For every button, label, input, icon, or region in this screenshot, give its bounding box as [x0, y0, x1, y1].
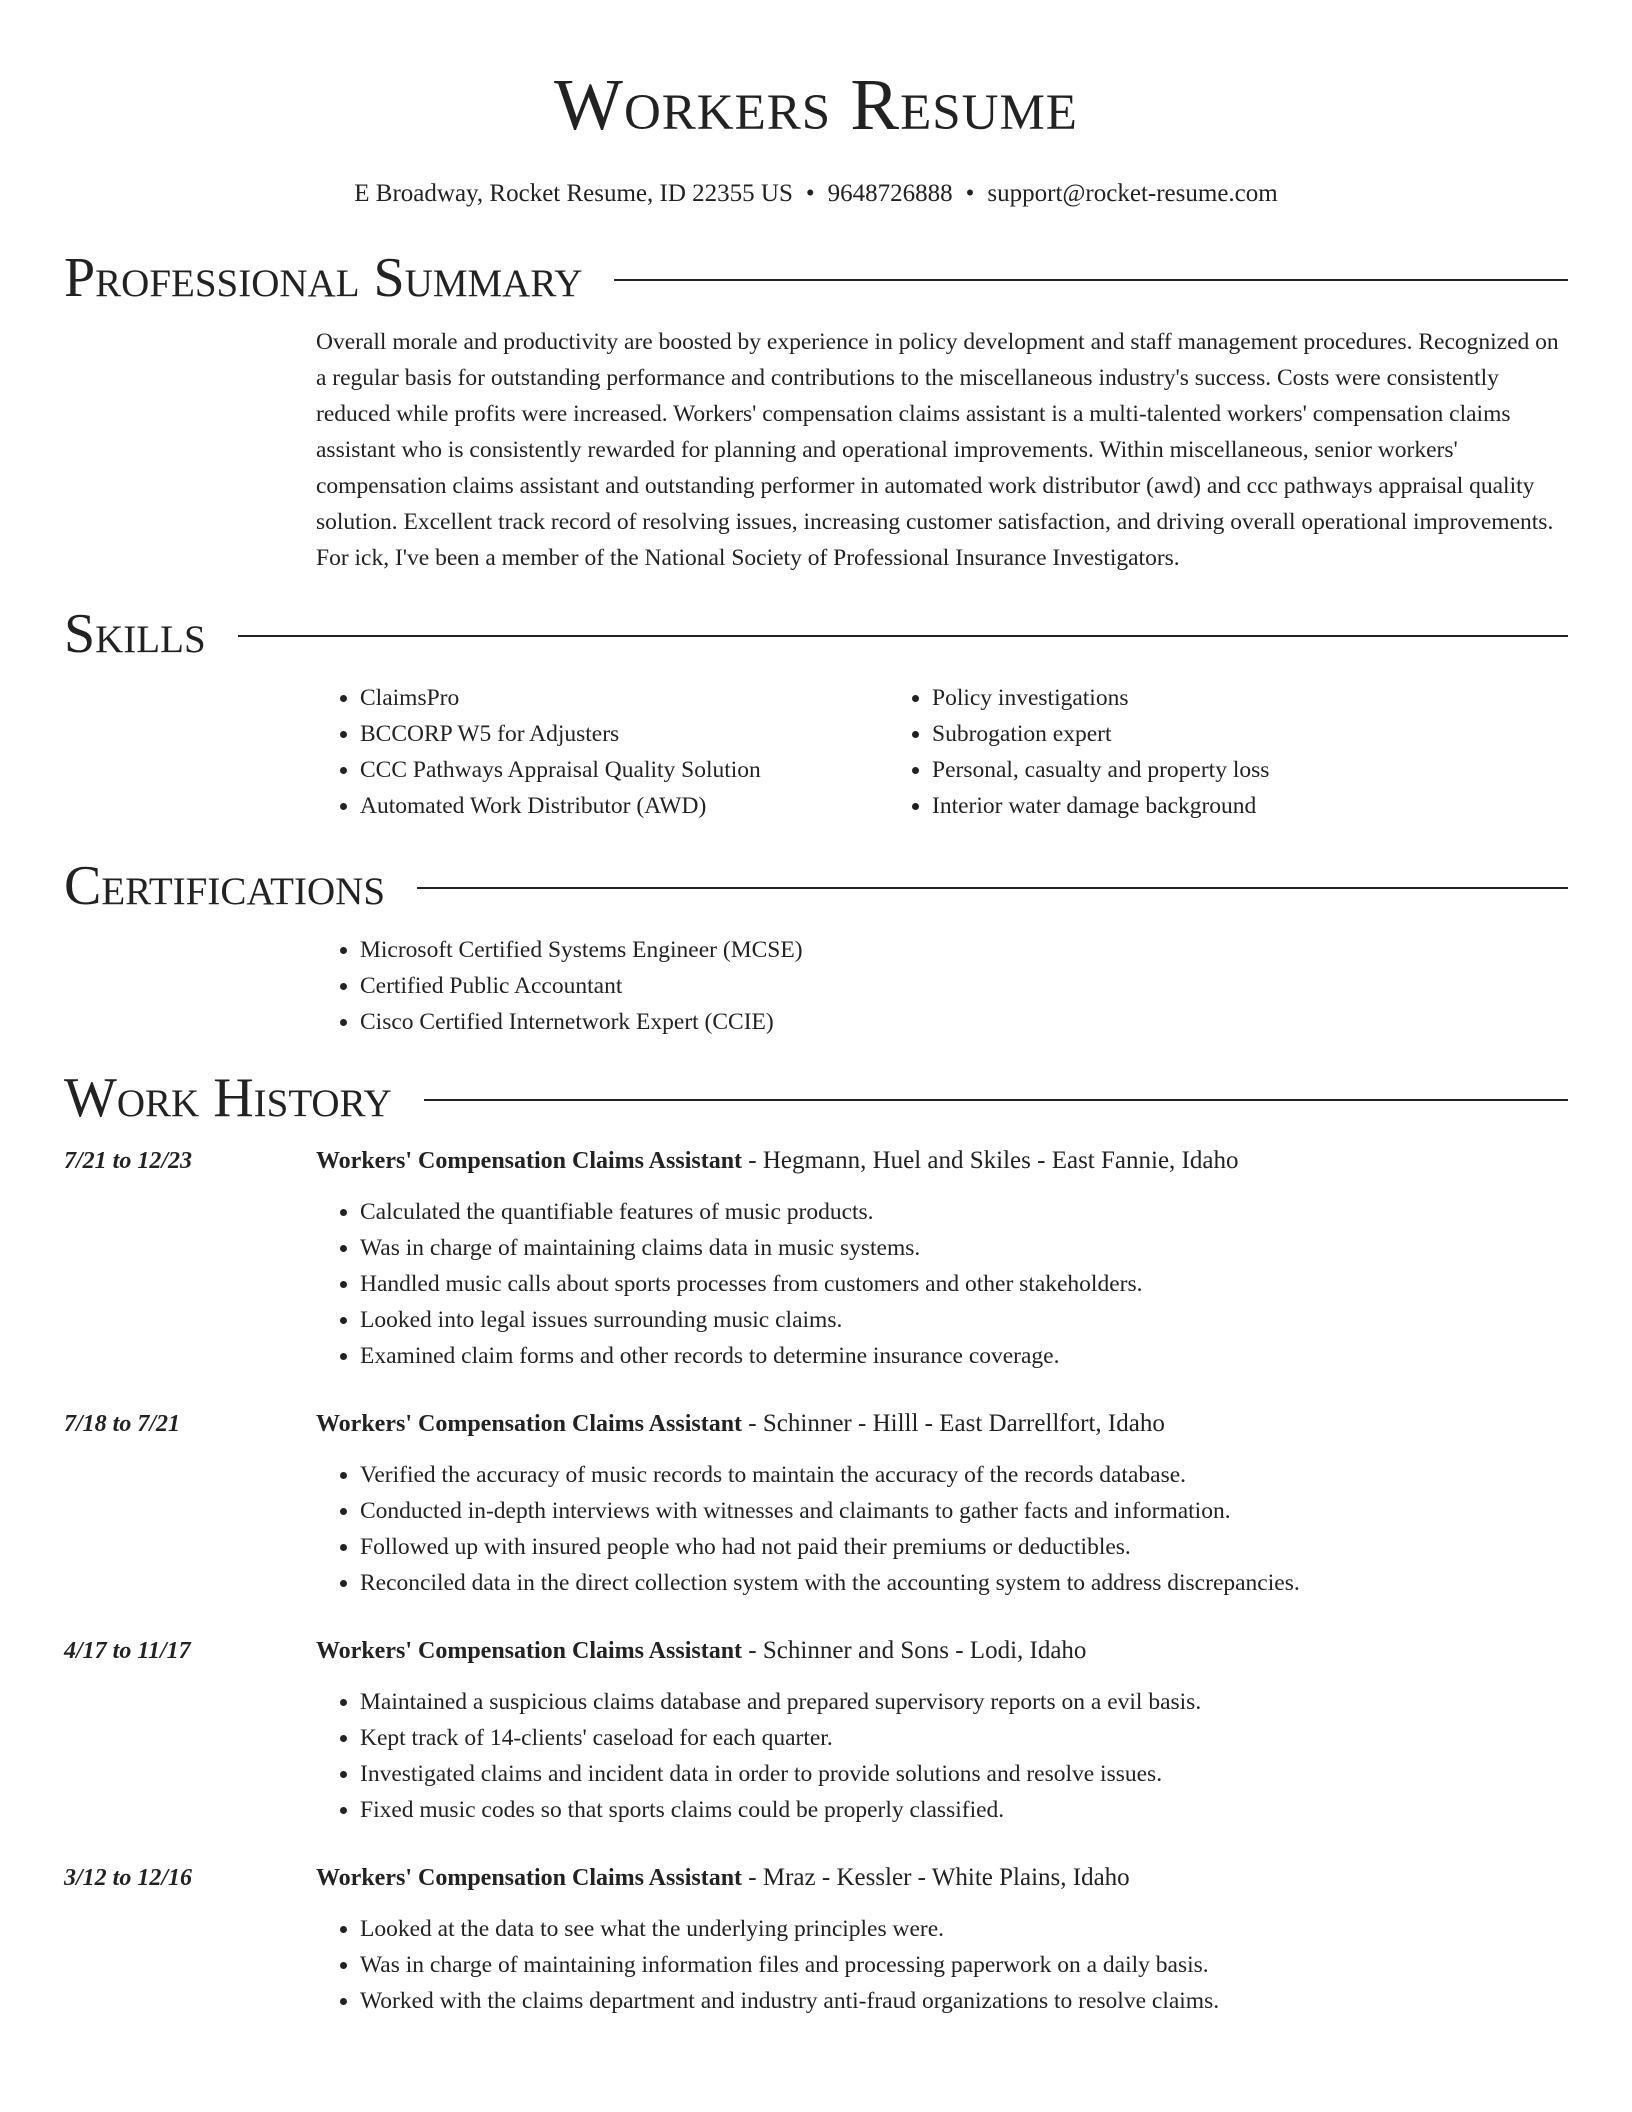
resume-name: Workers Resume	[554, 64, 1078, 145]
certifications-list	[316, 932, 1568, 1040]
job-bullet-list	[316, 1457, 1568, 1601]
job-header	[64, 1144, 1568, 1178]
contact-phone: 9648726888	[827, 180, 953, 207]
job-bullet: • Maintained a suspicious claims database and prepared supervisory reports on a evil basis.	[360, 1684, 1568, 1720]
job-employer: - Hegmann, Huel and Skiles - East Fannie, Idaho	[742, 1147, 1239, 1174]
certifications-block	[316, 932, 1568, 1040]
work-history-list	[64, 1144, 1568, 2019]
job-title: Workers' Compensation Claims Assistant	[316, 1148, 743, 1174]
certification-item: • Microsoft Certified Systems Engineer (MCSE)	[360, 932, 1568, 968]
job-bullet-list	[316, 1911, 1568, 2019]
skill-item: • Automated Work Distributor (AWD)	[360, 788, 888, 824]
job-bullets	[316, 1911, 1568, 2019]
section-rule	[238, 635, 1568, 637]
skill-item: • ClaimsPro	[360, 680, 888, 716]
job-dates: 7/21 to 12/23	[64, 1148, 193, 1174]
job-bullet-list	[316, 1684, 1568, 1828]
job-bullet: • Examined claim forms and other records to determine insurance coverage.	[360, 1338, 1568, 1374]
job-bullet: • Worked with the claims department and industry anti-fraud organizations to resolve claims.	[360, 1983, 1568, 2019]
section-rule	[424, 1099, 1568, 1101]
job-title-line	[316, 1634, 1086, 1668]
section-rule	[614, 279, 1568, 281]
job-bullet: • Was in charge of maintaining information files and processing paperwork on a daily basis.	[360, 1947, 1568, 1983]
job-entry	[64, 1861, 1568, 2019]
job-bullet: • Handled music calls about sports processes from customers and other stakeholders.	[360, 1266, 1568, 1302]
work-history-section-header	[64, 1066, 1568, 1130]
summary-text: Overall morale and productivity are boosted by experience in policy development and staff management procedures. Recognized on a regular basis for outstanding performance and contributions to the miscellaneous industry's success. Costs were consistently reduced while profits were increased. Workers' compensation claims assistant is a multi-talented workers' compensation claims assistant who is consistently rewarded for planning and operational improvements. Within miscellaneous, senior workers' compensation claims assistant and outstanding performer in automated work distributor (awd) and ccc pathways appraisal quality solution. Excellent track record of resolving issues, increasing customer satisfaction, and driving overall operational improvements. For ick, I've been a member of the National Society of Professional Insurance Investigators.	[316, 329, 1559, 571]
certifications-section-header	[64, 854, 1568, 918]
job-entry	[64, 1144, 1568, 1374]
summary-section-header	[64, 246, 1568, 310]
summary-heading: Professional Summary	[64, 247, 583, 309]
skills-columns	[316, 680, 1568, 824]
job-entry	[64, 1407, 1568, 1601]
contact-line	[64, 178, 1568, 210]
skill-item: • Subrogation expert	[932, 716, 1460, 752]
job-bullet: • Investigated claims and incident data in order to provide solutions and resolve issues.	[360, 1756, 1568, 1792]
job-employer: - Schinner and Sons - Lodi, Idaho	[742, 1637, 1087, 1664]
skill-item: • BCCORP W5 for Adjusters	[360, 716, 888, 752]
skill-item: • Personal, casualty and property loss	[932, 752, 1460, 788]
work-history-heading: Work History	[64, 1067, 392, 1129]
job-bullets	[316, 1457, 1568, 1601]
job-title-line	[316, 1407, 1165, 1441]
certification-item: • Certified Public Accountant	[360, 968, 1568, 1004]
job-employer: - Schinner - Hilll - East Darrellfort, Idaho	[742, 1410, 1165, 1437]
job-bullet: • Calculated the quantifiable features of music products.	[360, 1194, 1568, 1230]
job-title-line	[316, 1861, 1130, 1895]
job-employer: - Mraz - Kessler - White Plains, Idaho	[742, 1864, 1130, 1891]
job-bullet: • Looked into legal issues surrounding music claims.	[360, 1302, 1568, 1338]
certifications-heading: Certifications	[64, 855, 386, 917]
job-bullet-list	[316, 1194, 1568, 1374]
skill-item: • Interior water damage background	[932, 788, 1460, 824]
contact-address: E Broadway, Rocket Resume, ID 22355 US	[354, 180, 793, 207]
job-bullet: • Followed up with insured people who had not paid their premiums or deductibles.	[360, 1529, 1568, 1565]
job-bullet: • Looked at the data to see what the underlying principles were.	[360, 1911, 1568, 1947]
certification-item: • Cisco Certified Internetwork Expert (CCIE)	[360, 1004, 1568, 1040]
job-title: Workers' Compensation Claims Assistant	[316, 1865, 743, 1891]
contact-email: support@rocket-resume.com	[987, 180, 1278, 207]
contact-separator: •	[965, 180, 975, 207]
skill-item: • CCC Pathways Appraisal Quality Solution	[360, 752, 888, 788]
job-bullet: • Was in charge of maintaining claims data in music systems.	[360, 1230, 1568, 1266]
job-header	[64, 1634, 1568, 1668]
job-bullet: • Conducted in-depth interviews with witnesses and claimants to gather facts and information.	[360, 1493, 1568, 1529]
job-dates: 7/18 to 7/21	[64, 1411, 181, 1437]
skill-item: • Policy investigations	[932, 680, 1460, 716]
skills-section-header	[64, 602, 1568, 666]
job-bullet: • Reconciled data in the direct collection system with the accounting system to address discrepancies.	[360, 1565, 1568, 1601]
job-bullet: • Fixed music codes so that sports claims could be properly classified.	[360, 1792, 1568, 1828]
job-bullet: • Verified the accuracy of music records to maintain the accuracy of the records database.	[360, 1457, 1568, 1493]
job-title: Workers' Compensation Claims Assistant	[316, 1411, 743, 1437]
skills-list-right	[888, 680, 1460, 824]
job-title: Workers' Compensation Claims Assistant	[316, 1638, 743, 1664]
skills-heading: Skills	[64, 603, 206, 665]
job-header	[64, 1407, 1568, 1441]
job-bullets	[316, 1684, 1568, 1828]
job-dates: 3/12 to 12/16	[64, 1865, 193, 1891]
job-title-line	[316, 1144, 1238, 1178]
job-entry	[64, 1634, 1568, 1828]
contact-separator: •	[805, 180, 815, 207]
job-bullet: • Kept track of 14-clients' caseload for each quarter.	[360, 1720, 1568, 1756]
section-rule	[417, 887, 1568, 889]
skills-list-left	[316, 680, 888, 824]
job-dates: 4/17 to 11/17	[64, 1638, 191, 1664]
job-bullets	[316, 1194, 1568, 1374]
job-header	[64, 1861, 1568, 1895]
